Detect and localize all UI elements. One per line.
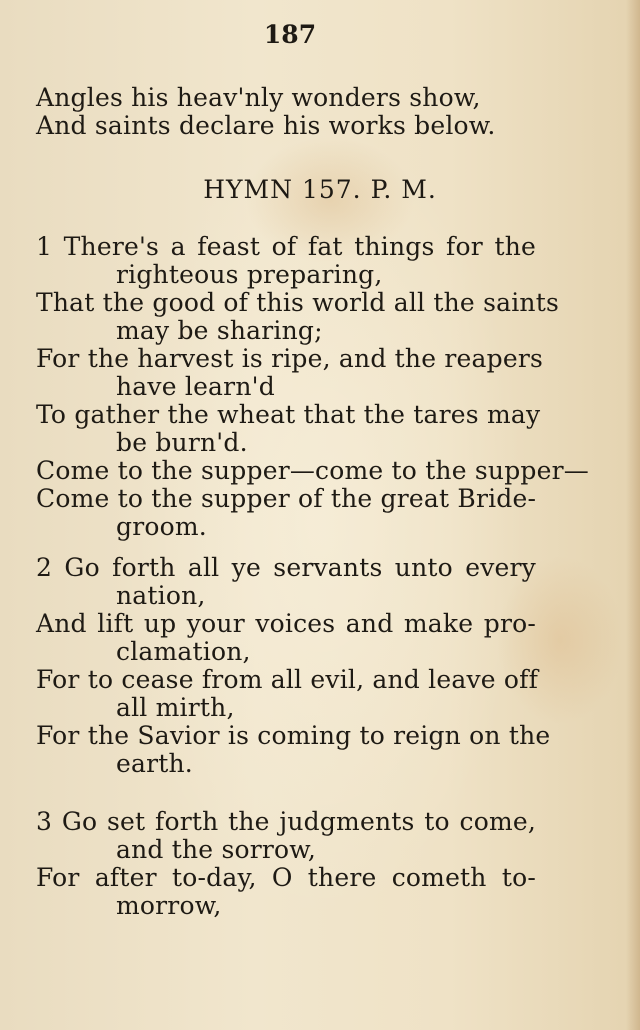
- verse-2-line: nation,: [116, 581, 206, 610]
- verse-1-line: righteous preparing,: [116, 260, 383, 289]
- verse-2-line: all mirth,: [116, 693, 235, 722]
- hymn-title: HYMN 157. P. M.: [203, 175, 437, 204]
- verse-3-line: morrow,: [116, 891, 222, 920]
- verse-2-line: earth.: [116, 749, 193, 778]
- verse-1-refrain-line: groom.: [116, 512, 207, 541]
- verse-3-line: 3 Go set forth the judgments to come,: [36, 807, 536, 836]
- verse-1-line: For the harvest is ripe, and the reapers: [36, 344, 543, 373]
- verse-1-line: may be sharing;: [116, 316, 323, 345]
- verse-2-line: For to cease from all evil, and leave off: [36, 665, 539, 694]
- closing-line-1: Angles his heav'nly wonders show,: [36, 83, 481, 112]
- verse-1-line: To gather the wheat that the tares may: [36, 400, 541, 429]
- page-number: 187: [263, 20, 317, 49]
- verse-3-line: For after to-day, O there cometh to-: [36, 863, 536, 892]
- verse-1-refrain-line: Come to the supper of the great Bride-: [36, 484, 537, 513]
- verse-2-line: 2 Go forth all ye servants unto every: [36, 553, 536, 582]
- verse-2-line: clamation,: [116, 637, 251, 666]
- verse-1-line: That the good of this world all the saints: [36, 288, 559, 317]
- verse-2-line: And lift up your voices and make pro-: [36, 609, 536, 638]
- closing-line-2: And saints declare his works below.: [36, 111, 496, 140]
- verse-1-line: be burn'd.: [116, 428, 248, 457]
- verse-1-line: 1 There's a feast of fat things for the: [36, 232, 536, 261]
- verse-1-refrain-line: Come to the supper—come to the supper—: [36, 456, 589, 485]
- verse-2-line: For the Savior is coming to reign on the: [36, 721, 551, 750]
- page-edge-shadow: [626, 0, 640, 1030]
- verse-3-line: and the sorrow,: [116, 835, 317, 864]
- verse-1-line: have learn'd: [116, 372, 275, 401]
